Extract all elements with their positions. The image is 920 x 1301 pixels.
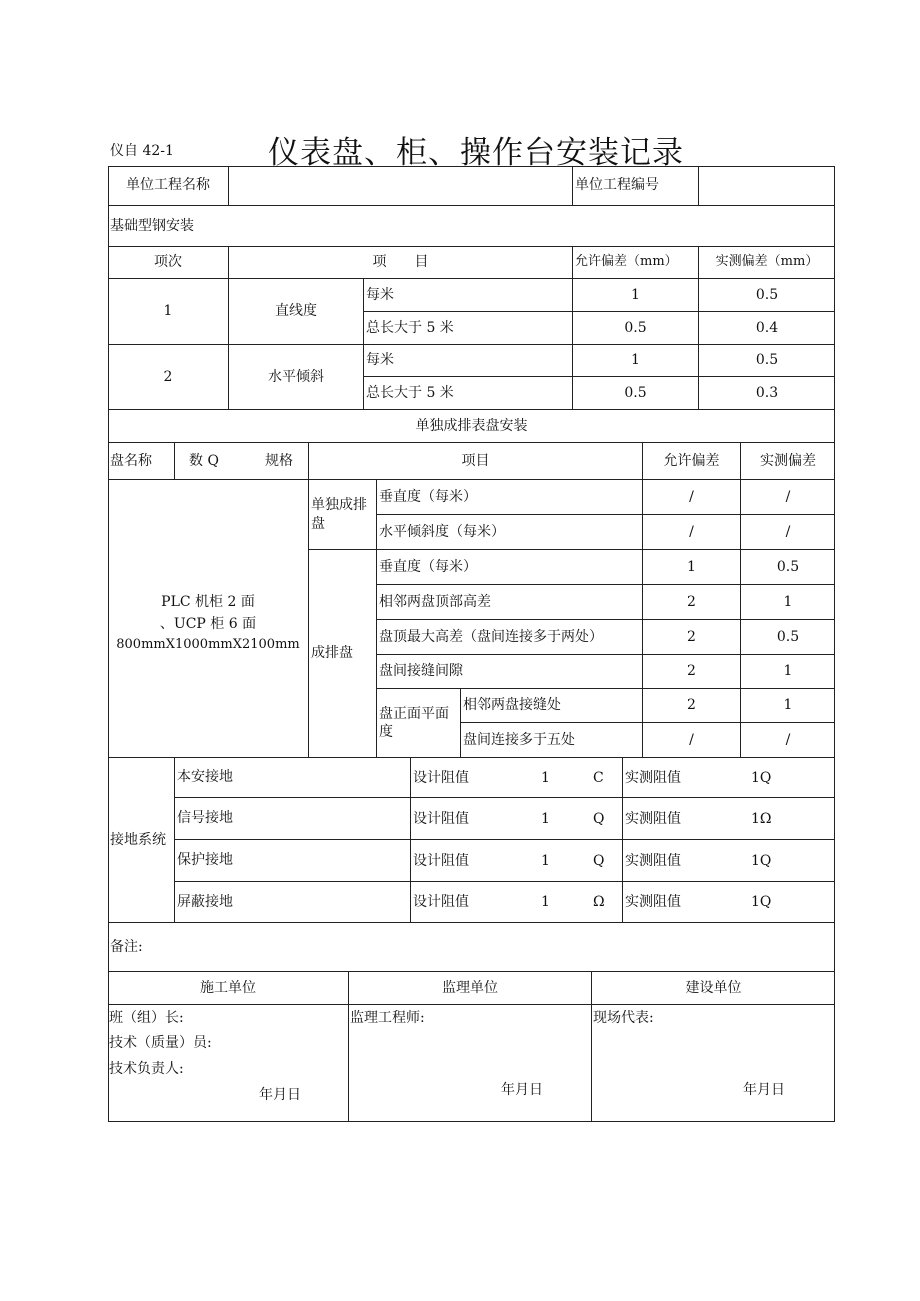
signature-line: 技术（质量）员: [109, 1035, 212, 1051]
foundation-measured-value: 0.4 [755, 319, 779, 336]
panel-measured-value: 1 [741, 655, 835, 689]
grounding-measured-label: 实测阻值 [625, 853, 681, 869]
foundation-sub-item: 总长大于 5 米 [364, 377, 573, 409]
foundation-sub-item: 每米 [364, 279, 573, 312]
signature-title-owner: 建设单位 [685, 979, 742, 996]
grounding-measured-value: 1Q [751, 853, 772, 869]
grounding-name: 保护接地 [175, 840, 411, 882]
signature-title-supervision: 监理单位 [349, 972, 592, 1004]
form-code: 仪自 42-1 [110, 143, 174, 159]
unit-name-label: 单位工程名称 [108, 166, 229, 205]
signature-date: 年月日 [501, 1082, 543, 1098]
grounding-design-value: 1 [541, 853, 550, 869]
remarks-row [108, 923, 835, 972]
signature-date: 年月日 [743, 1082, 785, 1098]
grounding-design-value: 1 [541, 770, 550, 786]
grounding-design-unit: Q [593, 811, 605, 827]
foundation-allowed-value: 1 [573, 345, 699, 377]
grounding-measured-cell [623, 798, 835, 840]
foundation-allowed-value: 1 [573, 279, 699, 312]
panel-header-name: 盘名称 [108, 443, 175, 479]
foundation-group-2 [108, 345, 835, 410]
panel-measured-value: / [785, 731, 791, 748]
grounding-measured-value: 1Q [751, 770, 772, 786]
grounding-design-cell [411, 882, 623, 922]
foundation-group-no: 1 [108, 279, 229, 344]
panel-item: 相邻两盘顶部高差 [377, 585, 643, 620]
signature-line: 班（组）长: [109, 1010, 184, 1026]
panel-description [108, 480, 309, 757]
grounding-design-cell [411, 758, 623, 798]
grounding-design-label: 设计阻值 [413, 853, 469, 869]
foundation-measured-value: 0.5 [699, 345, 835, 377]
signature-construction [108, 1005, 349, 1121]
remarks-label: 备注: [110, 938, 143, 955]
panel-allowed-value: / [643, 723, 741, 757]
panel-body [108, 480, 835, 758]
panel-section-title: 单独成排表盘安装 [415, 417, 528, 434]
foundation-sub-item: 每米 [364, 345, 573, 377]
panel-item: 垂直度（每米） [377, 550, 643, 585]
grounding-name: 信号接地 [175, 798, 411, 840]
grounding-section [108, 758, 835, 923]
unit-name-value [229, 166, 573, 205]
panel-desc-line: PLC 机柜 2 面 [161, 593, 255, 610]
foundation-allowed-value: 0.5 [573, 312, 699, 344]
panel-allowed-value: 2 [643, 655, 741, 689]
signature-header-row [108, 972, 835, 1005]
grounding-section-title: 接地系统 [108, 758, 175, 922]
panel-measured-value: 1 [741, 689, 835, 723]
panel-desc-line: 800mmX1000mmX2100mm [116, 637, 300, 653]
signature-body-row [108, 1005, 835, 1122]
grounding-design-unit: C [593, 770, 604, 786]
foundation-header-allowed: 允许偏差（mm） [573, 247, 699, 278]
foundation-group-no: 2 [108, 345, 229, 409]
foundation-header-item: 项 目 [229, 247, 573, 278]
signature-date: 年月日 [259, 1087, 301, 1103]
grounding-design-cell [411, 840, 623, 882]
signature-line: 监理工程师: [350, 1010, 425, 1026]
grounding-design-label: 设计阻值 [413, 894, 469, 910]
foundation-group-1 [108, 279, 835, 345]
signature-line: 现场代表: [593, 1010, 654, 1026]
grounding-design-cell [411, 798, 623, 840]
grounding-design-unit: Q [593, 853, 605, 869]
foundation-measured-value: 0.5 [699, 279, 835, 312]
grounding-design-label: 设计阻值 [413, 811, 469, 827]
grounding-design-value: 1 [541, 811, 550, 827]
panel-allowed-value: 2 [643, 689, 741, 723]
foundation-measured-value: 0.3 [755, 384, 779, 401]
panel-allowed-value: 1 [643, 550, 741, 585]
foundation-header-measured: 实测偏差（mm） [715, 254, 819, 270]
panel-header-qty-spec [175, 443, 309, 479]
signature-supervision [349, 1005, 592, 1121]
panel-allowed-value: 2 [643, 585, 741, 620]
panel-section-row [108, 410, 835, 443]
panel-header-item: 项目 [309, 443, 643, 479]
panel-measured-value: 0.5 [741, 620, 835, 655]
panel-header-row [108, 443, 835, 480]
panel-single-group: 单独成排盘 [309, 480, 377, 550]
panel-item: 相邻两盘接缝处 [461, 689, 643, 723]
grounding-name: 屏蔽接地 [175, 882, 411, 922]
foundation-section-title: 基础型钢安装 [110, 217, 194, 234]
panel-item: 盘顶最大高差（盘间连接多于两处） [377, 620, 643, 655]
panel-row-group: 成排盘 [309, 550, 377, 757]
grounding-measured-cell [623, 840, 835, 882]
panel-measured-value: 1 [741, 585, 835, 620]
foundation-sub-item: 总长大于 5 米 [364, 312, 573, 344]
foundation-allowed-value: 0.5 [573, 377, 699, 409]
panel-item: 垂直度（每米） [377, 480, 643, 515]
panel-desc-line: 、UCP 柜 6 面 [159, 616, 257, 633]
panel-allowed-value: 2 [643, 620, 741, 655]
grounding-design-unit: Ω [593, 894, 605, 910]
grounding-measured-label: 实测阻值 [625, 811, 681, 827]
signature-title-construction: 施工单位 [108, 972, 349, 1004]
panel-flat-group: 盘正面平面度 [377, 689, 461, 757]
grounding-measured-value: 1Ω [751, 811, 772, 827]
panel-item: 盘间连接多于五处 [461, 723, 643, 757]
grounding-measured-cell [623, 758, 835, 798]
grounding-measured-cell [623, 882, 835, 922]
page-title: 仪表盘、柜、操作台安装记录 [268, 135, 684, 171]
foundation-section-row [108, 206, 835, 247]
grounding-measured-label: 实测阻值 [625, 894, 681, 910]
panel-measured-value: / [741, 480, 835, 515]
unit-number-value [699, 166, 835, 205]
grounding-design-value: 1 [541, 894, 550, 910]
panel-header-spec: 规格 [265, 453, 293, 469]
panel-measured-value: 0.5 [741, 550, 835, 585]
panel-allowed-value: / [643, 515, 741, 550]
panel-item: 水平倾斜度（每米） [377, 515, 643, 550]
grounding-name: 本安接地 [175, 758, 411, 798]
panel-item: 盘间接缝间隙 [377, 655, 643, 689]
panel-measured-value: / [741, 515, 835, 550]
panel-header-allowed: 允许偏差 [643, 443, 741, 479]
panel-header-qty: 数 Q [189, 453, 219, 469]
panel-allowed-value: / [643, 480, 741, 515]
grounding-measured-label: 实测阻值 [625, 770, 681, 786]
signature-line: 技术负责人: [109, 1061, 184, 1077]
signature-owner [592, 1005, 835, 1121]
foundation-group-item: 水平倾斜 [229, 345, 364, 409]
unit-number-label: 单位工程编号 [573, 166, 699, 205]
foundation-header-no: 项次 [108, 247, 229, 278]
foundation-header-row [108, 247, 835, 279]
grounding-measured-value: 1Q [751, 894, 772, 910]
unit-info-row [108, 166, 835, 206]
grounding-design-label: 设计阻值 [413, 770, 469, 786]
panel-header-measured: 实测偏差 [760, 452, 816, 469]
foundation-group-item: 直线度 [229, 279, 364, 344]
